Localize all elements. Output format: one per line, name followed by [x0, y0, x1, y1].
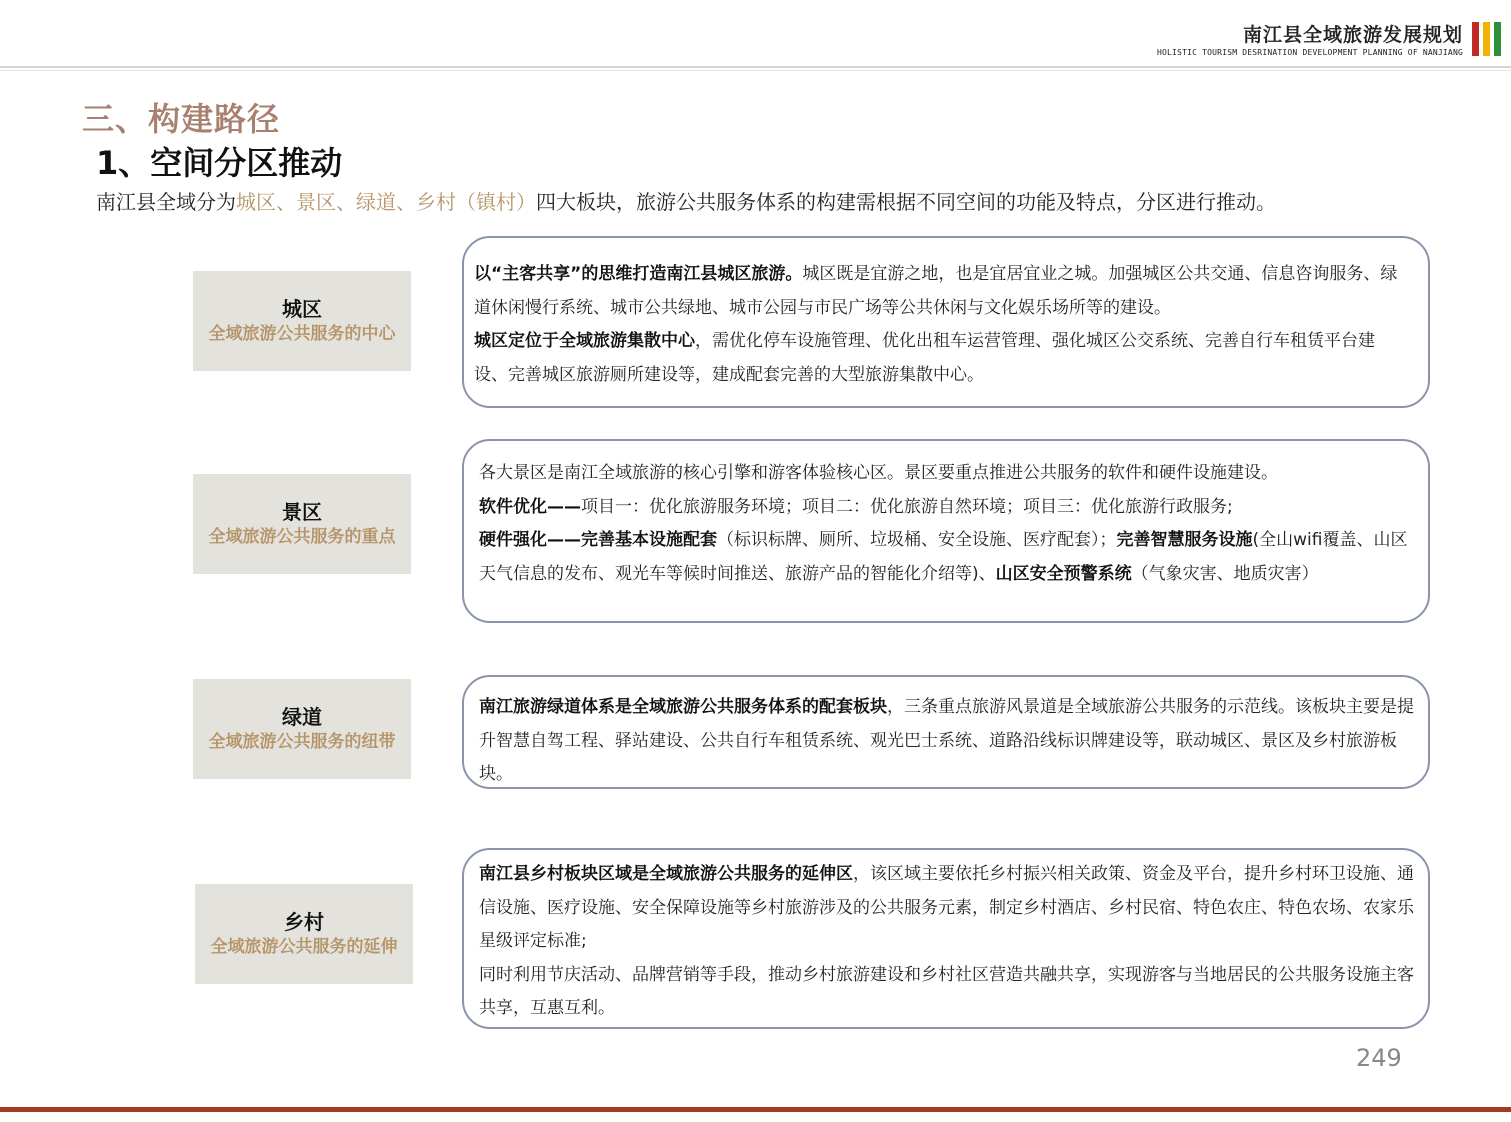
- emphasis-text: 山区安全预警系统: [995, 563, 1132, 584]
- zone-name: 城区: [282, 297, 322, 321]
- body-text: 各大景区是南江全域旅游的核心引擎和游客体验核心区。景区要重点推进公共服务的软件和硬件设施建设。: [479, 463, 1278, 483]
- zone-description-urban: [462, 236, 1430, 408]
- zone-role: 全域旅游公共服务的纽带: [208, 732, 396, 752]
- body-text: 城区既是宜游之地，也是宜居宜业之城。加强城区公共交通、信息咨询服务、绿道休闲慢行系统、城市公共绿地、城市公园与市民广场等公共休闲与文化娱乐场所等的建设。: [474, 264, 1398, 318]
- description-paragraph: [474, 258, 1406, 325]
- zone-description-scenic: [462, 439, 1430, 623]
- description-paragraph: [479, 691, 1416, 792]
- logo-bar-green: [1494, 22, 1501, 56]
- emphasis-text: 完善智慧服务设施: [1116, 530, 1253, 550]
- body-text: 同时利用节庆活动、品牌营销等手段，推动乡村旅游建设和乡村社区营造共融共享，实现游客与当地居民的公共服务设施主客共享，互惠互利。: [479, 964, 1414, 1018]
- zone-name: 绿道: [282, 705, 322, 729]
- description-paragraph: [479, 491, 1416, 525]
- emphasis-text: 软件优化——: [479, 496, 581, 517]
- description-paragraph: [479, 858, 1416, 959]
- header-divider: [0, 66, 1511, 68]
- emphasis-text: 南江县乡村板块区域是全域旅游公共服务的延伸区: [479, 864, 853, 884]
- body-text: (全山wifi覆盖、山区天气信息的发布、观光车等候时间推送、旅游产品的智能化介绍等)、: [479, 530, 1408, 584]
- emphasis-text: 城区定位于全域旅游集散中心: [474, 331, 695, 351]
- zone-role: 全域旅游公共服务的中心: [208, 324, 396, 344]
- intro-prefix: 南江县全域分为: [96, 190, 236, 214]
- body-text: ，该区域主要依托乡村振兴相关政策、资金及平台，提升乡村环卫设施、通信设施、医疗设施、安全保障设施等乡村旅游涉及的公共服务元素，制定乡村酒店、乡村民宿、特色农庄、特色农场、农家乐星级评定标准;: [479, 864, 1414, 951]
- intro-suffix: 四大板块，旅游公共服务体系的构建需根据不同空间的功能及特点，分区进行推动。: [536, 190, 1276, 214]
- zone-name: 乡村: [284, 910, 324, 934]
- document-header-subtitle: HOLISTIC TOURISM DESRINATION DEVELOPMENT PLANNING OF NANJIANG: [1156, 48, 1463, 57]
- zone-role: 全域旅游公共服务的重点: [208, 527, 396, 547]
- section-title: 三、构建路径: [82, 100, 281, 138]
- logo-bar-red: [1472, 22, 1479, 56]
- emphasis-text: 南江旅游绿道体系是全域旅游公共服务体系的配套板块: [479, 697, 887, 717]
- zone-label-rural: [195, 884, 413, 984]
- body-text: （气象灾害、地质灾害）: [1131, 563, 1319, 584]
- subsection-title: 1、空间分区推动: [96, 144, 343, 182]
- logo-bar-yellow: [1483, 22, 1490, 56]
- header-divider-secondary: [0, 70, 1511, 71]
- footer-rule: [0, 1107, 1511, 1112]
- zone-label-greenway: [193, 679, 411, 779]
- description-paragraph: [474, 325, 1406, 392]
- brand-logo-bars: [1472, 22, 1502, 56]
- body-text: （标识标牌、厕所、垃圾桶、安全设施、医疗配套）；: [717, 530, 1117, 550]
- body-text: 项目一：优化旅游服务环境；项目二：优化旅游自然环境；项目三：优化旅游行政服务;: [581, 496, 1233, 517]
- description-paragraph: [479, 959, 1416, 1026]
- intro-paragraph: [96, 186, 1276, 215]
- zone-name: 景区: [282, 500, 322, 524]
- intro-highlight: 城区、景区、绿道、乡村（镇村）: [236, 190, 536, 214]
- document-header-title: 南江县全域旅游发展规划: [1242, 24, 1463, 46]
- zone-role: 全域旅游公共服务的延伸: [210, 937, 398, 957]
- description-paragraph: [479, 524, 1416, 591]
- body-text: ，需优化停车设施管理、优化出租车运营管理、强化城区公交系统、完善自行车租赁平台建设、完善城区旅游厕所建设等，建成配套完善的大型旅游集散中心。: [474, 331, 1375, 385]
- zone-label-scenic: [193, 474, 411, 574]
- emphasis-text: 以“主客共享”的思维打造南江县城区旅游。: [474, 264, 803, 284]
- description-paragraph: [479, 457, 1416, 491]
- zone-description-greenway: [462, 675, 1430, 789]
- zone-label-urban: [193, 271, 411, 371]
- page-number: 249: [1356, 1044, 1402, 1072]
- emphasis-text: 硬件强化——完善基本设施配套: [479, 530, 717, 550]
- zone-description-rural: [462, 848, 1430, 1029]
- body-text: ，三条重点旅游风景道是全域旅游公共服务的示范线。该板块主要是提升智慧自驾工程、驿站建设、公共自行车租赁系统、观光巴士系统、道路沿线标识牌建设等，联动城区、景区及乡村旅游板块。: [479, 697, 1414, 784]
